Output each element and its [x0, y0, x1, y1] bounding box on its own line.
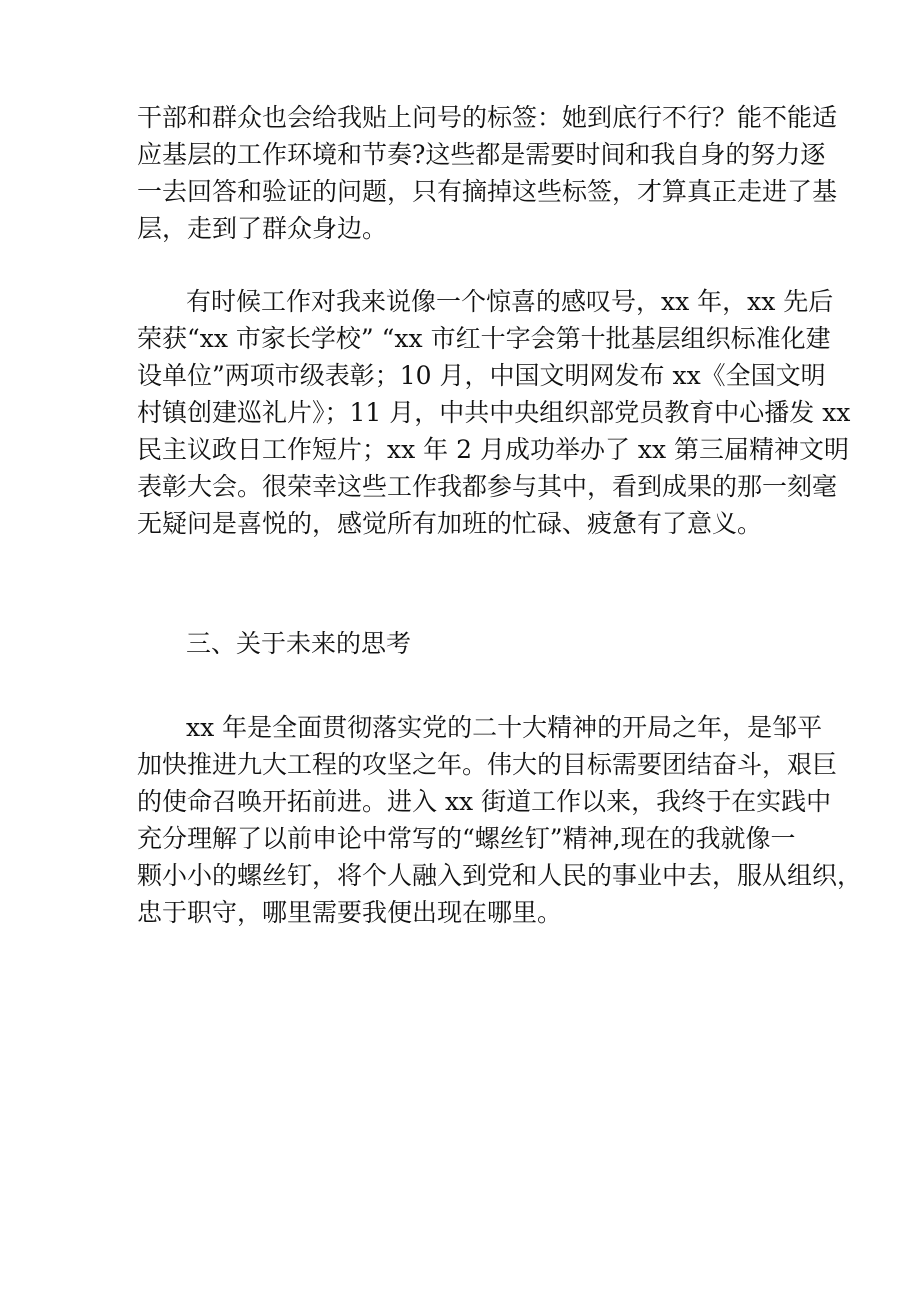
text-line: 的使命召唤开拓前进。进入 xx 街道工作以来，我终于在实践中	[137, 787, 832, 816]
text-line: 层，走到了群众身边。	[137, 214, 388, 243]
text-line: 充分理解了以前申论中常写的“螺丝钉”精神,现在的我就像一	[137, 824, 796, 853]
text-line: 干部和群众也会给我贴上问号的标签：她到底行不行？能不能适	[137, 103, 838, 132]
text-line: 民主议政日工作短片；xx 年 2 月成功举办了 xx 第三届精神文明	[137, 435, 850, 464]
text-line: 应基层的工作环境和节奏?这些都是需要时间和我自身的努力逐	[137, 140, 826, 169]
text-line: 村镇创建巡礼片》；11 月，中共中央组织部党员教育中心播发 xx	[137, 398, 851, 427]
text-line: 表彰大会。很荣幸这些工作我都参与其中，看到成果的那一刻毫	[137, 472, 838, 501]
text-line: 一去回答和验证的问题，只有摘掉这些标签，才算真正走进了基	[137, 177, 838, 206]
text-line: xx 年是全面贯彻落实党的二十大精神的开局之年，是邹平	[186, 713, 823, 742]
text-line: 有时候工作对我来说像一个惊喜的感叹号，xx 年，xx 先后	[186, 287, 834, 316]
text-line: 设单位”两项市级表彰；10 月，中国文明网发布 xx《全国文明	[137, 361, 826, 390]
text-line: 荣获“xx 市家长学校” “xx 市红十字会第十批基层组织标准化建	[137, 324, 831, 353]
text-line: 加快推进九大工程的攻坚之年。伟大的目标需要团结奋斗，艰巨	[137, 750, 838, 779]
text-line: 颗小小的螺丝钉，将个人融入到党和人民的事业中去，服从组织，	[137, 861, 863, 890]
section-heading: 三、关于未来的思考	[186, 629, 412, 658]
text-line: 无疑问是喜悦的，感觉所有加班的忙碌、疲惫有了意义。	[137, 509, 763, 538]
text-line: 忠于职守，哪里需要我便出现在哪里。	[137, 898, 563, 927]
